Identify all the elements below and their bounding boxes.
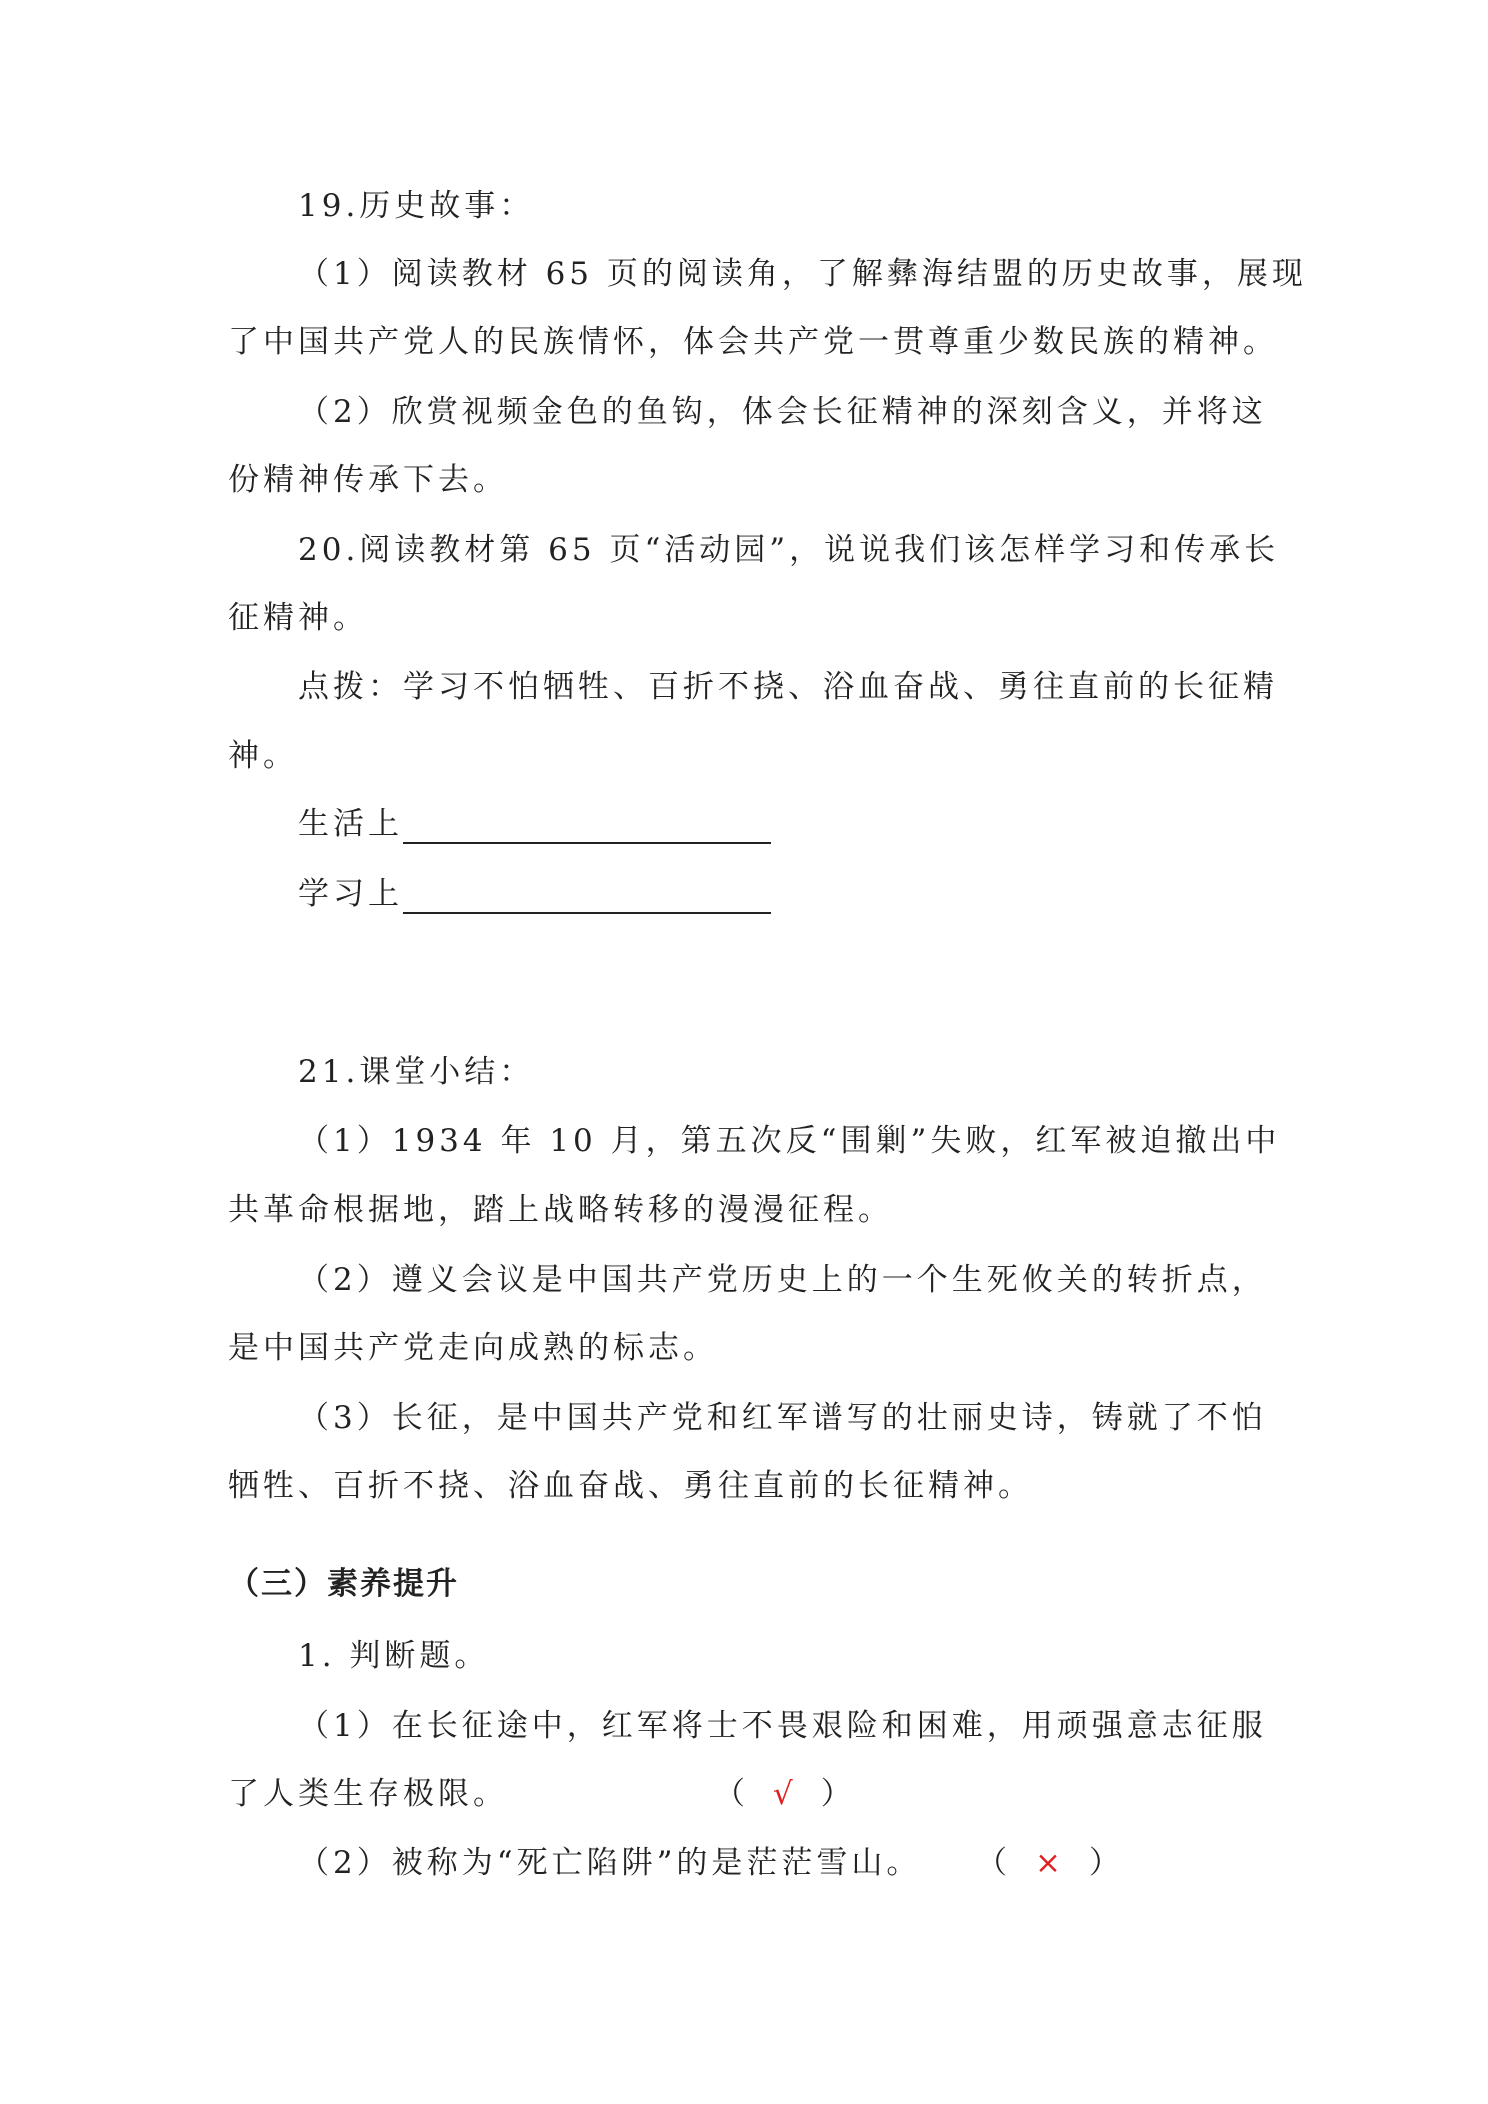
check-mark: √	[773, 1776, 797, 1812]
paren-open: （	[714, 1776, 749, 1812]
section-19-p1-line2: 了中国共产党人的民族情怀，体会共产党一贯尊重少数民族的精神。	[228, 324, 1278, 360]
section-19-p2-line1: （2）欣赏视频金色的鱼钩，体会长征精神的深刻含义，并将这	[298, 394, 1267, 430]
life-label: 生活上	[298, 806, 403, 842]
section-3-heading: （三）素养提升	[228, 1566, 459, 1602]
section-21-p2-line2: 是中国共产党走向成熟的标志。	[228, 1330, 718, 1366]
hint-line2: 神。	[228, 738, 298, 774]
judge-q1-line2: 了人类生存极限。	[228, 1776, 508, 1812]
paren-close: ）	[1088, 1845, 1124, 1881]
section-19-title: 19.历史故事：	[298, 188, 535, 224]
section-21-p1-line1: （1）1934 年 10 月，第五次反“围剿”失败，红军被迫撤出中	[298, 1123, 1281, 1159]
hint-line1: 点拨：学习不怕牺牲、百折不挠、浴血奋战、勇往直前的长征精	[298, 669, 1278, 705]
judge-q1-line1: （1）在长征途中，红军将士不畏艰险和困难，用顽强意志征服	[298, 1708, 1267, 1744]
cross-mark: ×	[1035, 1845, 1065, 1881]
judge-q2-answer	[976, 1843, 1124, 1883]
judge-q1-answer	[714, 1774, 856, 1814]
life-answer-blank[interactable]	[403, 808, 771, 844]
judge-title: 1. 判断题。	[298, 1638, 490, 1674]
section-21-p3-line1: （3）长征，是中国共产党和红军谱写的壮丽史诗，铸就了不怕	[298, 1400, 1267, 1436]
paren-open: （	[976, 1845, 1011, 1881]
study-answer-blank[interactable]	[403, 878, 771, 914]
section-21-p1-line2: 共革命根据地，踏上战略转移的漫漫征程。	[228, 1192, 893, 1228]
paren-close: ）	[820, 1776, 856, 1812]
section-21-p2-line1: （2）遵义会议是中国共产党历史上的一个生死攸关的转折点，	[298, 1262, 1267, 1298]
life-row	[298, 804, 771, 844]
section-20-line1: 20.阅读教材第 65 页“活动园”，说说我们该怎样学习和传承长	[298, 532, 1280, 568]
section-21-title: 21.课堂小结：	[298, 1054, 535, 1090]
judge-q2-line: （2）被称为“死亡陷阱”的是茫茫雪山。	[298, 1845, 922, 1881]
section-20-line2: 征精神。	[228, 600, 368, 636]
study-label: 学习上	[298, 876, 403, 912]
study-row	[298, 874, 771, 914]
section-21-p3-line2: 牺牲、百折不挠、浴血奋战、勇往直前的长征精神。	[228, 1468, 1033, 1504]
section-19-p1-line1: （1）阅读教材 65 页的阅读角，了解彝海结盟的历史故事，展现	[298, 256, 1307, 292]
section-19-p2-line2: 份精神传承下去。	[228, 462, 508, 498]
